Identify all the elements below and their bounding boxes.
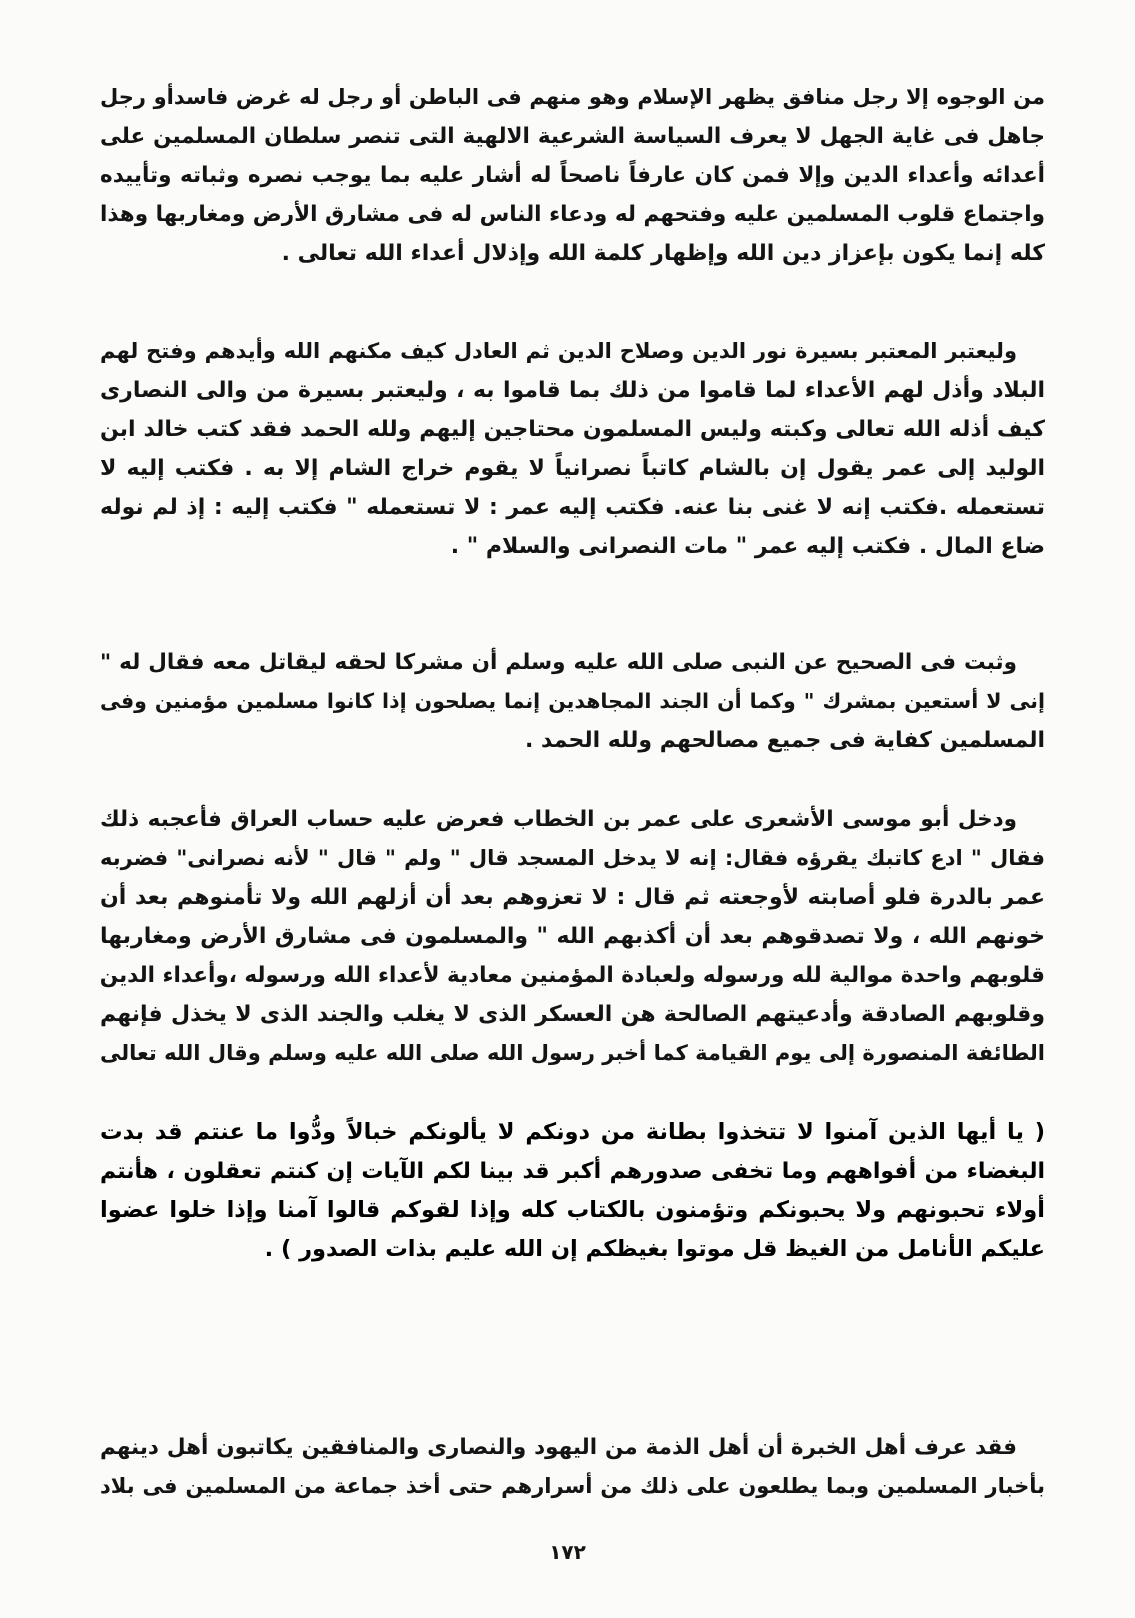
text-line: ودخل أبو موسى الأشعرى على عمر بن الخطاب فعرض عليه حساب العراق فأعجبه ذلك	[100, 807, 1017, 832]
text-line: البلاد وأذل لهم الأعداء لما قاموا من ذلك بما قاموا به ، وليعتبر بسيرة من والى النصارى	[100, 378, 1045, 403]
paragraph-2	[100, 371, 1045, 566]
text-line: كله إنما يكون بإعزاز دين الله وإظهار كلمة الله وإذلال أعداء الله تعالى .	[281, 241, 1045, 266]
paragraph-3	[100, 682, 1045, 760]
quran-quote	[100, 1113, 1045, 1269]
paragraph-3-first-line-indent	[100, 643, 1045, 682]
text-line: أعدائه وأعداء الدين وإلا فمن كان عارفاً ناصحاً له أشار عليه بما يوجب نصره وثباته وتأييده	[100, 163, 1045, 188]
text-line: الوليد إلى عمر يقول إن بالشام كاتباً نصرانياً لا يقوم خراج الشام إلا به . فكتب إليه لا	[100, 456, 1045, 481]
text-line: واجتماع قلوب المسلمين عليه وفتحهم له ودعاء الناس له فى مشارق الأرض ومغاربها وهذا	[100, 202, 1045, 227]
text-line: فقال " ادع كاتبك يقرؤه فقال: إنه لا يدخل المسجد قال " ولم " قال " لأنه نصرانى" فضربه	[100, 846, 1045, 870]
text-line: وليعتبر المعتبر بسيرة نور الدين وصلاح الدين ثم العادل كيف مكنهم الله وأيدهم وفتح لهم	[100, 339, 1017, 363]
text-line: الطائفة المنصورة إلى يوم القيامة كما أخبر رسول الله صلى الله عليه وسلم وقال الله تعالى	[100, 1041, 1045, 1065]
page-number: ١٧٢	[549, 1540, 586, 1564]
quote-line: البغضاء من أفواههم وما تخفى صدورهم أكبر قد بينا لكم الآيات إن كنتم تعقلون ، هأنتم	[100, 1159, 1045, 1184]
text-line: من الوجوه إلا رجل منافق يظهر الإسلام وهو منهم فى الباطن أو رجل له غرض فاسدأو رجل	[100, 85, 1045, 109]
text-line: جاهل فى غاية الجهل لا يعرف السياسة الشرعية الالهية التى تنصر سلطان المسلمين على	[100, 124, 1045, 149]
paragraph-4-first-line-indent	[100, 800, 1045, 839]
text-line: خونهم الله ، ولا تصدقوهم بعد أن أكذبهم الله " والمسلمون فى مشارق الأرض ومغاربها	[100, 924, 1045, 949]
quote-line: ( يا أيها الذين آمنوا لا تتخذوا بطانة من دونكم لا يألونكم خبالاً ودُّوا ما عنتم قد بدت	[100, 1119, 1045, 1145]
paragraph-6-first-line-indent	[100, 1428, 1045, 1467]
paragraph-1	[100, 78, 1045, 273]
text-line: إنى لا أستعين بمشرك " وكما أن الجند المجاهدين إنما يصلحون إذا كانوا مسلمين مؤمنين وفى	[100, 689, 1045, 713]
text-line: ضاع المال . فكتب إليه عمر " مات النصرانى والسلام " .	[450, 534, 1045, 559]
text-line: تستعمله .فكتب إنه لا غنى بنا عنه. فكتب إليه عمر : لا تستعمله " فكتب إليه : إذ لم نوله	[100, 495, 1045, 520]
text-line: بأخبار المسلمين وبما يطلعون على ذلك من أسرارهم حتى أخذ جماعة من المسلمين فى بلاد	[100, 1474, 1045, 1498]
quote-line: أولاء تحبونهم ولا يحبونكم وتؤمنون بالكتاب كله وإذا لقوكم قالوا آمنا وإذا خلوا عضوا	[100, 1197, 1045, 1223]
text-line: كيف أذله الله تعالى وكبته وليس المسلمون محتاجين إليهم ولله الحمد فقد كتب خالد ابن	[100, 417, 1045, 442]
text-line: وقلوبهم الصادقة وأدعيتهم الصالحة هن العسكر الذى لا يغلب والجند الذى لا يخذل فإنهم	[100, 1002, 1045, 1027]
text-line: عمر بالدرة فلو أصابته لأوجعته ثم قال : لا تعزوهم بعد أن أزلهم الله ولا تأمنوهم بعد أن	[100, 885, 1045, 910]
quote-line: عليكم الأنامل من الغيظ قل موتوا بغيظكم إن الله عليم بذات الصدور ) .	[264, 1236, 1045, 1262]
text-line: قلوبهم واحدة موالية لله ورسوله ولعبادة المؤمنين معادية لأعداء الله ورسوله ،وأعداء الدين	[100, 963, 1045, 988]
text-line: المسلمين كفاية فى جميع مصالحهم ولله الحمد .	[524, 728, 1045, 753]
paragraph-2-first-line-indent	[100, 332, 1045, 371]
paragraph-4	[100, 839, 1045, 1073]
text-line: فقد عرف أهل الخبرة أن أهل الذمة من اليهود والنصارى والمنافقين يكاتبون أهل دينهم	[100, 1435, 1017, 1460]
paragraph-6	[100, 1467, 1045, 1506]
text-line: وثبت فى الصحيح عن النبى صلى الله عليه وسلم أن مشركا لحقه ليقاتل معه فقال له "	[100, 650, 1017, 675]
